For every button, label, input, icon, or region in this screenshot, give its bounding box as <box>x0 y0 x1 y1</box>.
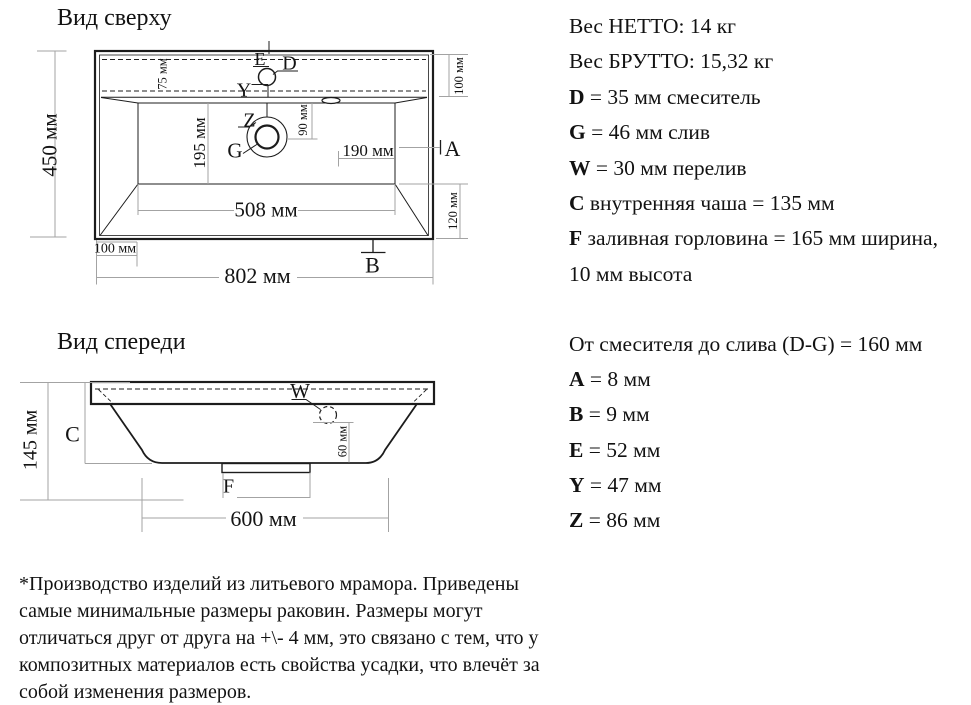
footnote-line: *Производство изделий из литьевого мрамора. Приведены <box>19 573 519 595</box>
bowl-profile <box>111 405 417 464</box>
dim-190-label: 190 мм <box>342 141 394 160</box>
dim-450-label: 450 мм <box>37 113 62 177</box>
dim-60-label: 60 мм <box>335 425 350 458</box>
spec-line-b: B = 9 мм <box>569 402 650 427</box>
footnote-line: собой изменения размеров. <box>19 681 252 703</box>
edge-label-b: B <box>365 252 380 278</box>
spec-line-f: F заливная горловина = 165 мм ширина, <box>569 226 938 251</box>
dim-802-label: 802 мм <box>224 263 291 288</box>
footnote-line: композитных материалов есть свойства усадки, что влечёт за <box>19 654 540 676</box>
drain-inner-circle <box>256 126 279 149</box>
production-footnote <box>19 571 540 705</box>
dim-75-label: 75 мм <box>155 58 170 90</box>
hole-label-g: G <box>227 138 243 163</box>
faucet-hole <box>259 69 276 86</box>
top-view-title: Вид сверху <box>57 5 172 31</box>
overflow-label-w: W <box>290 379 310 403</box>
overflow-hole-top-view <box>322 98 340 104</box>
filler-neck-label-f: F <box>222 475 235 498</box>
dim-100-top-label: 100 мм <box>451 57 466 95</box>
spec-line-brutto: Вес БРУТТО: 15,32 кг <box>569 49 774 74</box>
dim-120-label: 120 мм <box>445 192 460 230</box>
spec-line-z: Z = 86 мм <box>569 508 661 533</box>
front-view-title: Вид спереди <box>57 329 186 355</box>
hole-label-y: Y <box>236 79 252 102</box>
dim-90-label: 90 мм <box>295 104 310 136</box>
footnote-line: отличаться друг от друга на +\- 4 мм, это связано с тем, что у <box>19 627 539 649</box>
spec-list-primary <box>569 9 938 292</box>
spec-line-d: D = 35 мм смеситель <box>569 84 761 109</box>
hole-label-e: E <box>254 49 266 69</box>
filler-neck-ledge <box>222 464 310 473</box>
bowl-depth-label-c: C <box>65 421 80 447</box>
rim-profile <box>91 382 434 404</box>
hole-label-z: Z <box>243 109 256 132</box>
sink-dimension-drawing <box>0 0 500 545</box>
spec-line-f-height: 10 мм высота <box>569 261 693 286</box>
spec-line-c: C внутренняя чаша = 135 мм <box>569 191 835 216</box>
spec-line-a: A = 8 мм <box>569 367 651 392</box>
front-view-outline <box>91 382 434 473</box>
spec-line-netto: Вес НЕТТО: 14 кг <box>569 14 736 38</box>
hole-label-d: D <box>282 52 297 75</box>
front-view-texts <box>20 379 350 531</box>
dim-600-label: 600 мм <box>230 506 297 531</box>
dim-100-corner-label: 100 мм <box>93 241 137 257</box>
dim-195-label: 195 мм <box>189 117 209 169</box>
edge-label-a: A <box>444 136 461 161</box>
spec-line-e: E = 52 мм <box>569 437 661 462</box>
overflow-hole-front-view <box>320 407 337 424</box>
spec-line-dg-distance: От смесителя до слива (D-G) = 160 мм <box>569 332 923 356</box>
dim-508-label: 508 мм <box>234 197 298 222</box>
spec-line-g: G = 46 мм слив <box>569 120 710 145</box>
spec-line-y: Y = 47 мм <box>569 472 662 497</box>
spec-line-w: W = 30 мм перелив <box>569 155 747 180</box>
spec-list-secondary <box>569 327 922 538</box>
footnote-line: самые минимальные размеры раковин. Размеры могут <box>19 600 483 622</box>
dim-145-label: 145 мм <box>19 409 42 471</box>
